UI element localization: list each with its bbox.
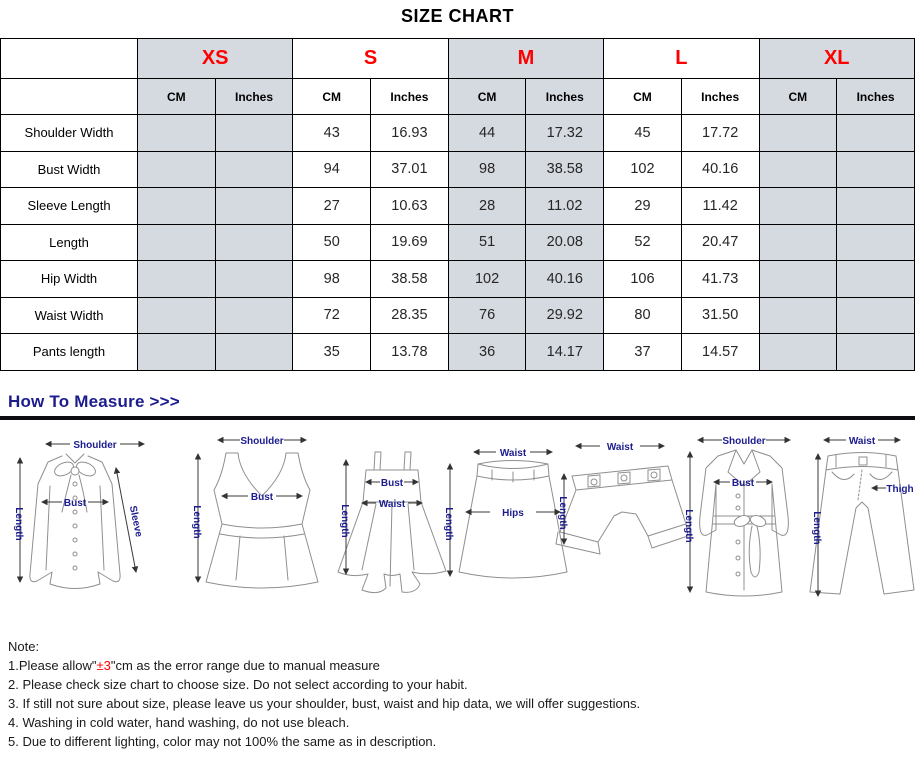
cell-l-cm: 80 xyxy=(604,297,682,334)
note-line-3: 3. If still not sure about size, please leave us your shoulder, bust, waist and hip data, we will offer suggestions. xyxy=(8,696,641,711)
unit-header: CM xyxy=(604,79,682,115)
pants-figure xyxy=(810,436,914,596)
skirt-hips-label: Hips xyxy=(502,508,524,519)
blouse-bust-label: Bust xyxy=(63,498,87,509)
unit-header: CM xyxy=(293,79,371,115)
section-divider xyxy=(0,416,915,420)
cell-s-inches: 10.63 xyxy=(371,188,449,225)
cell-l-inches: 17.72 xyxy=(681,115,759,152)
cell-xl-inches xyxy=(837,334,915,371)
cell-s-inches: 13.78 xyxy=(371,334,449,371)
row-label: Sleeve Length xyxy=(1,188,138,225)
note-1-suffix: "cm as the error range due to manual measure xyxy=(110,658,380,673)
cell-s-cm: 35 xyxy=(293,334,371,371)
corner-cell xyxy=(1,79,138,115)
cell-m-cm: 51 xyxy=(448,224,526,261)
cell-l-cm: 52 xyxy=(604,224,682,261)
blouse-length-label: Length xyxy=(13,507,24,541)
table-row xyxy=(1,115,915,152)
cell-m-cm: 76 xyxy=(448,297,526,334)
cell-xl-inches xyxy=(837,115,915,152)
cell-xl-cm xyxy=(759,297,837,334)
cell-xl-cm xyxy=(759,188,837,225)
cell-m-cm: 28 xyxy=(448,188,526,225)
cell-l-inches: 20.47 xyxy=(681,224,759,261)
cell-m-cm: 98 xyxy=(448,151,526,188)
note-line-1 xyxy=(8,656,640,675)
row-label: Hip Width xyxy=(1,261,138,298)
cell-l-inches: 31.50 xyxy=(681,297,759,334)
notes-section xyxy=(8,637,640,751)
cell-s-inches: 16.93 xyxy=(371,115,449,152)
unit-header-row xyxy=(1,79,915,115)
unit-header: Inches xyxy=(526,79,604,115)
coat-bust-label: Bust xyxy=(731,478,755,489)
shorts-length-label: Length xyxy=(557,496,568,530)
note-line-2: 2. Please check size chart to choose size. Do not select according to your habit. xyxy=(8,677,468,692)
row-label: Pants length xyxy=(1,334,138,371)
coat-figure xyxy=(683,436,790,596)
size-header-l: L xyxy=(604,39,759,79)
slip-dress-figure xyxy=(338,452,446,593)
cell-xs-cm xyxy=(138,115,216,152)
skirt-waist-label: Waist xyxy=(499,448,527,459)
cell-m-inches: 38.58 xyxy=(526,151,604,188)
skirt-figure xyxy=(443,448,567,578)
cell-xs-cm xyxy=(138,261,216,298)
cell-xs-inches xyxy=(215,297,293,334)
notes-heading: Note: xyxy=(8,639,40,654)
cell-xl-cm xyxy=(759,334,837,371)
dress-bust-label: Bust xyxy=(380,478,404,489)
cell-s-cm: 43 xyxy=(293,115,371,152)
cell-s-cm: 94 xyxy=(293,151,371,188)
unit-header: CM xyxy=(138,79,216,115)
pants-thigh-label: Thigh xyxy=(886,484,914,495)
cell-xl-inches xyxy=(837,151,915,188)
tank-bust-label: Bust xyxy=(250,492,274,503)
how-to-measure-heading: How To Measure >>> xyxy=(8,392,180,411)
cell-xl-cm xyxy=(759,224,837,261)
note-1-prefix: 1.Please allow" xyxy=(8,658,97,673)
row-label: Waist Width xyxy=(1,297,138,334)
cell-xs-inches xyxy=(215,334,293,371)
table-row xyxy=(1,188,915,225)
table-row xyxy=(1,151,915,188)
unit-header: Inches xyxy=(681,79,759,115)
cell-s-inches: 19.69 xyxy=(371,224,449,261)
cell-xs-cm xyxy=(138,151,216,188)
size-header-xl: XL xyxy=(759,39,915,79)
unit-header: Inches xyxy=(837,79,915,115)
cell-xl-inches xyxy=(837,261,915,298)
note-line-4: 4. Washing in cold water, hand washing, do not use bleach. xyxy=(8,715,350,730)
row-label: Shoulder Width xyxy=(1,115,138,152)
skirt-length-label: Length xyxy=(443,507,454,541)
table-row xyxy=(1,224,915,261)
cell-s-inches: 38.58 xyxy=(371,261,449,298)
corner-cell xyxy=(1,39,138,79)
cell-l-inches: 41.73 xyxy=(681,261,759,298)
cell-m-inches: 40.16 xyxy=(526,261,604,298)
cell-s-inches: 28.35 xyxy=(371,297,449,334)
size-table-body xyxy=(1,115,915,371)
pants-waist-label: Waist xyxy=(848,436,876,447)
cell-s-cm: 98 xyxy=(293,261,371,298)
table-row xyxy=(1,261,915,298)
coat-length-label: Length xyxy=(683,509,694,543)
shorts-figure xyxy=(556,442,688,554)
dress-waist-label: Waist xyxy=(378,499,406,510)
cell-m-inches: 17.32 xyxy=(526,115,604,152)
cell-m-inches: 29.92 xyxy=(526,297,604,334)
cell-l-cm: 102 xyxy=(604,151,682,188)
cell-xs-inches xyxy=(215,261,293,298)
size-table xyxy=(0,38,915,371)
blouse-shoulder-label: Shoulder xyxy=(73,440,117,451)
size-header-xs: XS xyxy=(138,39,293,79)
size-header-row xyxy=(1,39,915,79)
cell-l-inches: 11.42 xyxy=(681,188,759,225)
cell-xl-inches xyxy=(837,224,915,261)
cell-xs-inches xyxy=(215,188,293,225)
cell-m-inches: 20.08 xyxy=(526,224,604,261)
unit-header: Inches xyxy=(215,79,293,115)
size-header-m: M xyxy=(448,39,603,79)
cell-xl-cm xyxy=(759,151,837,188)
table-row xyxy=(1,297,915,334)
cell-l-cm: 29 xyxy=(604,188,682,225)
row-label: Length xyxy=(1,224,138,261)
cell-xs-inches xyxy=(215,115,293,152)
page-title: SIZE CHART xyxy=(401,6,514,26)
cell-m-inches: 11.02 xyxy=(526,188,604,225)
cell-xl-inches xyxy=(837,297,915,334)
cell-l-cm: 45 xyxy=(604,115,682,152)
cell-l-cm: 37 xyxy=(604,334,682,371)
cell-xs-inches xyxy=(215,224,293,261)
cell-xl-inches xyxy=(837,188,915,225)
cell-xs-cm xyxy=(138,188,216,225)
cell-s-inches: 37.01 xyxy=(371,151,449,188)
pants-length-label: Length xyxy=(811,511,822,545)
measure-figures xyxy=(0,424,915,636)
unit-header: Inches xyxy=(371,79,449,115)
shorts-waist-label: Waist xyxy=(606,442,634,453)
cell-s-cm: 27 xyxy=(293,188,371,225)
cell-l-cm: 106 xyxy=(604,261,682,298)
cell-m-cm: 102 xyxy=(448,261,526,298)
cell-xl-cm xyxy=(759,261,837,298)
cell-m-cm: 44 xyxy=(448,115,526,152)
cell-xs-cm xyxy=(138,224,216,261)
note-line-5: 5. Due to different lighting, color may not 100% the same as in description. xyxy=(8,734,437,749)
row-label: Bust Width xyxy=(1,151,138,188)
note-1-tolerance: ±3 xyxy=(96,658,111,673)
cell-xs-cm xyxy=(138,334,216,371)
tank-length-label: Length xyxy=(191,505,202,539)
unit-header: CM xyxy=(759,79,837,115)
table-row xyxy=(1,334,915,371)
unit-header: CM xyxy=(448,79,526,115)
cell-s-cm: 50 xyxy=(293,224,371,261)
cell-xs-inches xyxy=(215,151,293,188)
blouse-figure xyxy=(13,440,144,589)
cell-l-inches: 40.16 xyxy=(681,151,759,188)
blouse-sleeve-label: Sleeve xyxy=(126,504,145,539)
cell-l-inches: 14.57 xyxy=(681,334,759,371)
tank-top-figure xyxy=(191,436,318,588)
cell-xl-cm xyxy=(759,115,837,152)
tank-shoulder-label: Shoulder xyxy=(240,436,284,447)
cell-m-inches: 14.17 xyxy=(526,334,604,371)
size-header-s: S xyxy=(293,39,448,79)
cell-xs-cm xyxy=(138,297,216,334)
cell-s-cm: 72 xyxy=(293,297,371,334)
coat-shoulder-label: Shoulder xyxy=(722,436,766,447)
cell-m-cm: 36 xyxy=(448,334,526,371)
dress-length-label: Length xyxy=(339,504,350,538)
